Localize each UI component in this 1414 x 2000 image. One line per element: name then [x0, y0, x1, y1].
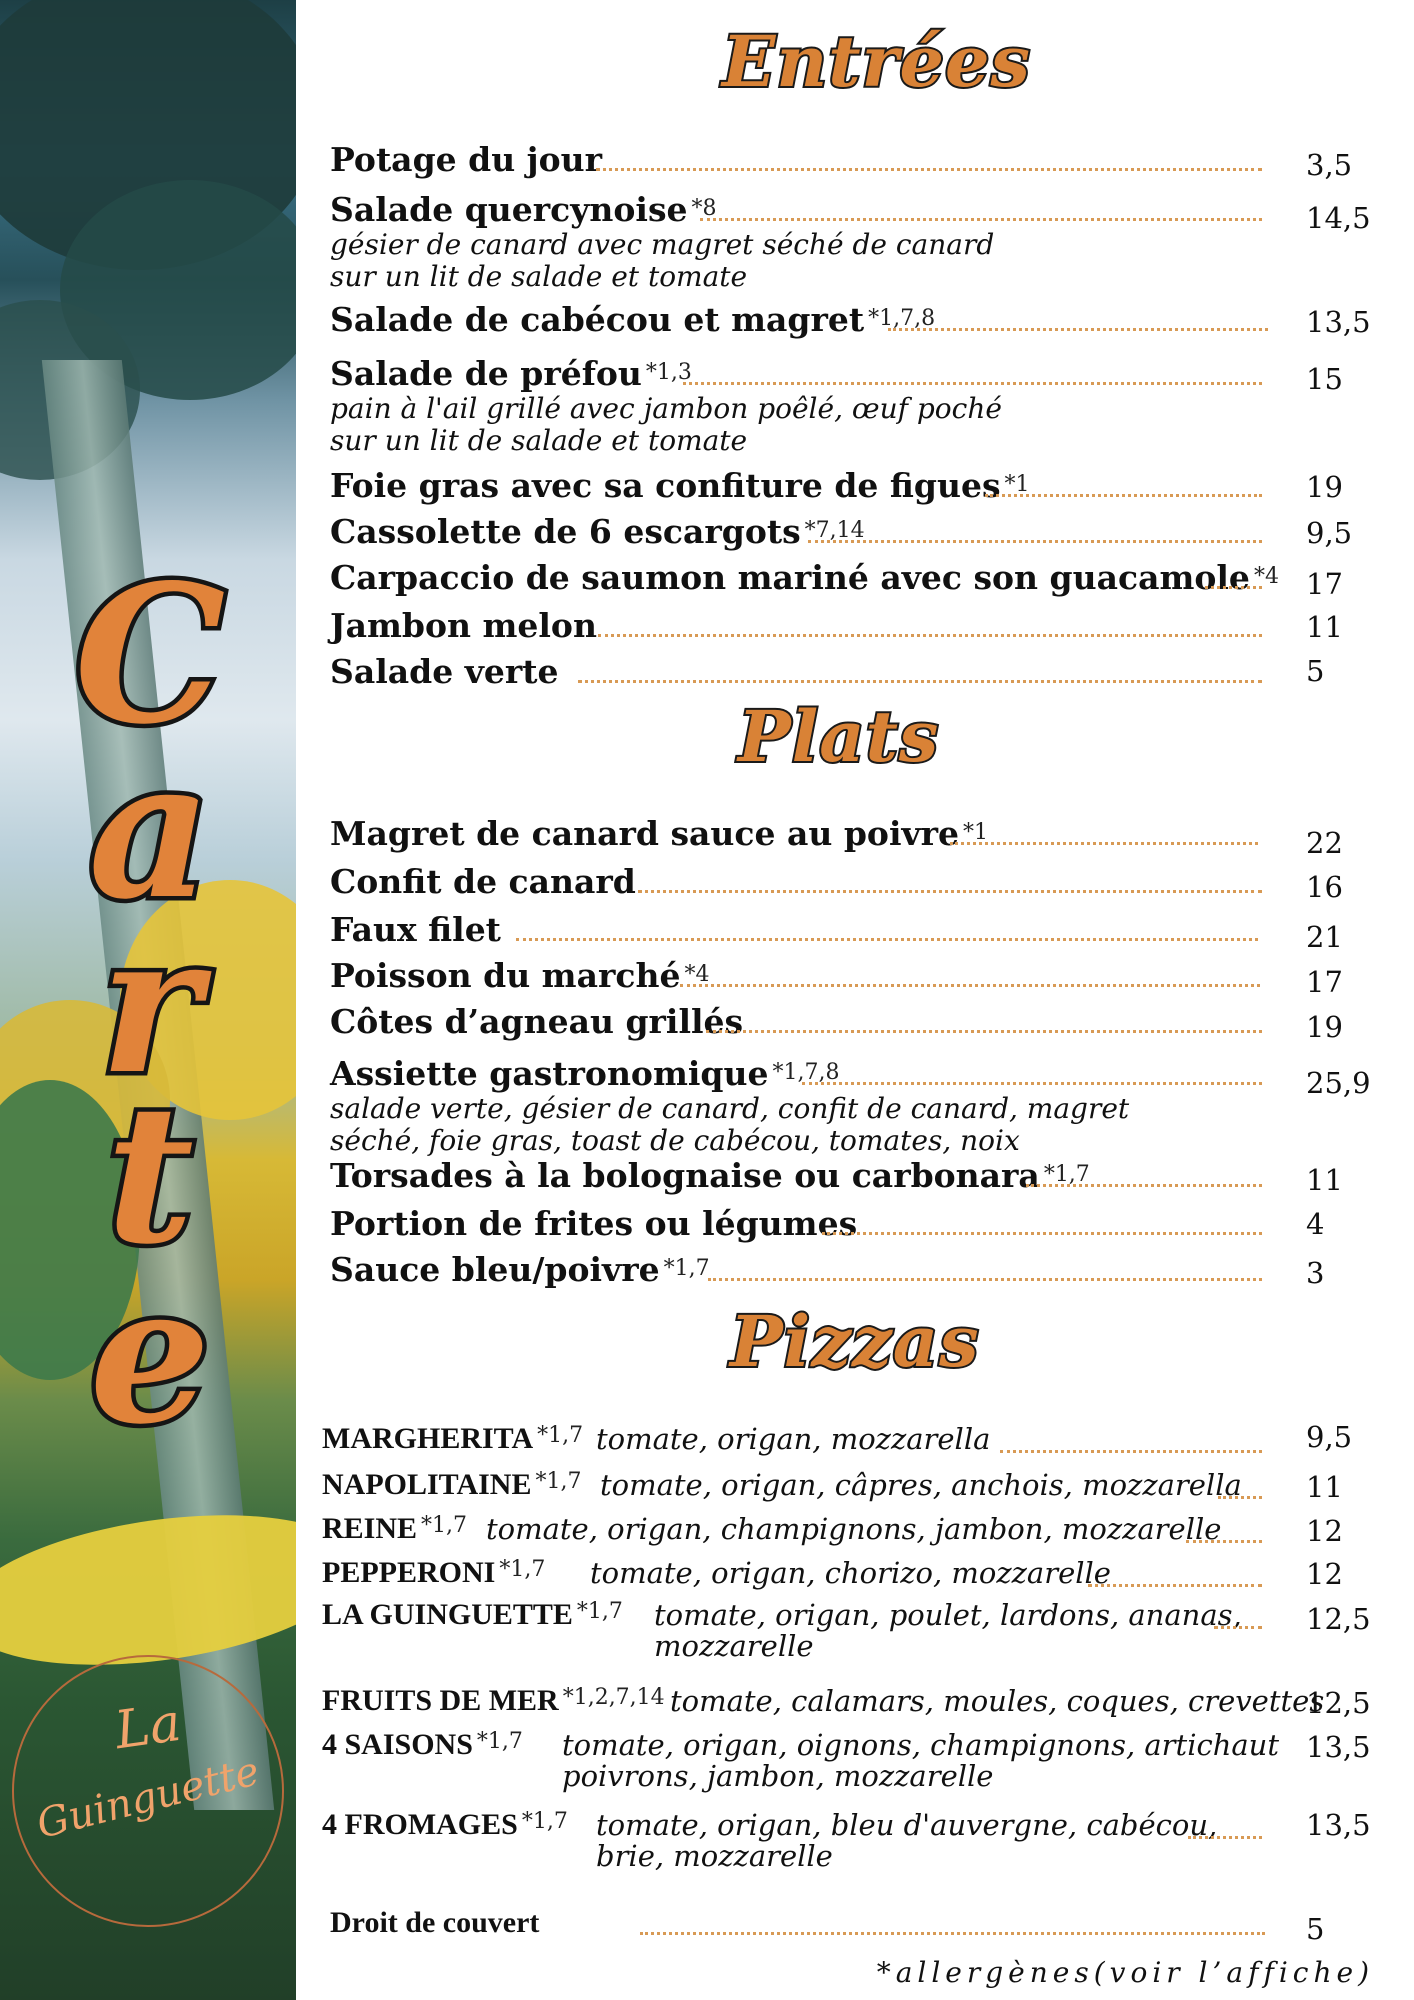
heading-entrees: Entrées	[722, 20, 1031, 103]
dot-leader	[1000, 1450, 1262, 1453]
menu-item-row	[330, 1250, 1370, 1289]
item-price: 16	[1306, 870, 1343, 904]
menu-item-row	[330, 1054, 1370, 1157]
allergen-mark: *1,7,8	[868, 305, 936, 331]
item-name: Salade verte	[330, 652, 559, 691]
allergen-mark: *8	[691, 195, 717, 221]
allergen-mark: *1	[1004, 471, 1030, 497]
item-name: Jambon melon	[330, 606, 597, 645]
item-name: LA GUINGUETTE	[322, 1598, 573, 1631]
description-line: salade verte, gésier de canard, confit de canard, magret	[330, 1092, 1130, 1125]
item-name: Confit de canard	[330, 862, 636, 901]
item-name: Salade de préfou	[330, 354, 642, 393]
item-name: Potage du jour	[330, 140, 603, 179]
description-line: poivrons, jambon, mozzarelle	[562, 1759, 994, 1793]
dot-leader	[1026, 1184, 1262, 1187]
description-line: sur un lit de salade et tomate	[330, 424, 748, 457]
item-price: 19	[1306, 470, 1343, 504]
menu-item-row	[330, 606, 1370, 645]
item-name: 4 FROMAGES	[322, 1808, 518, 1841]
description-line: tomate, origan, poulet, lardons, ananas,	[654, 1598, 1242, 1632]
item-name: Torsades à la bolognaise ou carbonara	[330, 1156, 1040, 1195]
item-price: 12,5	[1306, 1602, 1371, 1636]
carte-letter-a: a	[88, 718, 212, 941]
item-name: Poisson du marché	[330, 956, 681, 995]
item-name: Salade de cabécou et magret	[330, 300, 865, 339]
dot-leader	[700, 218, 1262, 221]
allergen-note: *allergènes(voir l’affiche)	[876, 1956, 1374, 1989]
dot-leader	[822, 1232, 1262, 1235]
menu-item-row	[330, 956, 1370, 995]
dot-leader	[1188, 1836, 1262, 1839]
allergen-mark: *1,3	[645, 359, 692, 385]
item-description	[590, 1558, 1111, 1589]
item-price: 12,5	[1306, 1686, 1371, 1720]
carte-letter-e: e	[89, 1243, 211, 1466]
description-line: tomate, calamars, moules, coques, crevettes	[670, 1684, 1325, 1718]
item-price: 14,5	[1306, 201, 1371, 235]
allergen-mark: *1,7	[1043, 1161, 1090, 1187]
allergen-mark: *1,2,7,14	[562, 1684, 665, 1710]
menu-item-row	[330, 558, 1370, 597]
allergen-mark: *1,7	[421, 1512, 468, 1538]
item-name: Côtes d’agneau grillés	[330, 1002, 744, 1041]
item-price: 13,5	[1306, 1730, 1371, 1764]
item-price: 12	[1306, 1514, 1343, 1548]
description-line: tomate, origan, mozzarella	[596, 1422, 991, 1456]
item-price: 17	[1306, 965, 1343, 999]
allergen-mark: *4	[684, 961, 710, 987]
dot-leader	[638, 890, 1262, 893]
couvert-name: Droit de couvert	[330, 1906, 540, 1939]
couvert-price: 5	[1306, 1912, 1325, 1946]
allergen-mark: *1,7	[576, 1598, 623, 1624]
item-description	[486, 1514, 1221, 1545]
dot-leader	[950, 842, 1258, 845]
menu-item-row	[330, 910, 1370, 949]
item-name: PEPPERONI	[322, 1556, 496, 1589]
item-price: 12	[1306, 1557, 1343, 1591]
carte-letter-c: C	[74, 543, 226, 766]
pizza-row	[322, 1728, 1362, 1793]
dot-leader	[706, 1030, 1262, 1033]
item-price: 13,5	[1306, 1808, 1371, 1842]
allergen-mark: *4	[1253, 563, 1279, 589]
item-price: 19	[1306, 1010, 1343, 1044]
item-description	[654, 1600, 1242, 1662]
item-price: 3,5	[1306, 148, 1353, 182]
item-name: MARGHERITA	[322, 1422, 534, 1455]
item-price: 15	[1306, 362, 1343, 396]
item-name: Cassolette de 6 escargots	[330, 512, 801, 551]
description-line: séché, foie gras, toast de cabécou, tomates, noix	[330, 1124, 1020, 1157]
item-price: 9,5	[1306, 516, 1353, 550]
carte-letter-r: r	[99, 893, 201, 1116]
item-price: 13,5	[1306, 305, 1371, 339]
menu-item-row	[330, 466, 1370, 505]
description-line: tomate, origan, câpres, anchois, mozzarella	[600, 1468, 1242, 1502]
allergen-mark: *1,7	[663, 1255, 710, 1281]
heading-plats: Plats	[738, 695, 940, 778]
item-name: Sauce bleu/poivre	[330, 1250, 660, 1289]
dot-leader	[1088, 1584, 1262, 1587]
menu-item-row	[330, 354, 1370, 457]
allergen-mark: *1,7	[521, 1808, 568, 1834]
heading-pizzas: Pizzas	[730, 1300, 980, 1383]
allergen-mark: *1,7,8	[772, 1059, 840, 1085]
dot-leader	[516, 938, 1258, 941]
item-name: REINE	[322, 1512, 418, 1545]
pizza-row	[322, 1684, 1362, 1718]
dot-leader	[1218, 1496, 1262, 1499]
item-description	[330, 393, 1370, 457]
la-guinguette-logo	[12, 1655, 284, 1927]
allergen-mark: *1,7	[499, 1556, 546, 1582]
dot-leader	[708, 1278, 1262, 1281]
item-name: 4 SAISONS	[322, 1728, 473, 1761]
item-name: Carpaccio de saumon mariné avec son guacamole	[330, 558, 1250, 597]
item-price: 3	[1306, 1256, 1325, 1290]
item-description	[596, 1424, 990, 1455]
item-name: Portion de frites ou légumes	[330, 1204, 858, 1243]
item-price: 4	[1306, 1207, 1325, 1241]
item-name: FRUITS DE MER	[322, 1684, 559, 1717]
item-name: Assiette gastronomique	[330, 1054, 769, 1093]
item-price: 9,5	[1306, 1420, 1353, 1454]
item-price: 25,9	[1306, 1066, 1371, 1100]
item-name: Foie gras avec sa confiture de figues	[330, 466, 1001, 505]
item-name: Salade quercynoise	[330, 190, 688, 229]
item-price: 5	[1306, 654, 1325, 688]
logo-line-2: Guinguette	[32, 1748, 264, 1848]
dot-leader	[596, 168, 1262, 171]
item-price: 11	[1306, 1470, 1343, 1504]
menu-item-row	[330, 814, 1370, 853]
description-line: tomate, origan, champignons, jambon, mozzarelle	[486, 1512, 1222, 1546]
item-description	[562, 1730, 1279, 1792]
dot-leader	[578, 680, 1262, 683]
dot-leader	[680, 984, 1260, 987]
allergen-mark: *1,7	[535, 1468, 582, 1494]
allergen-mark: *1	[963, 819, 989, 845]
menu-item-row	[330, 1204, 1370, 1243]
item-price: 17	[1306, 567, 1343, 601]
description-line: brie, mozzarelle	[596, 1839, 833, 1873]
menu-item-row	[330, 300, 1370, 339]
dot-leader	[1186, 1540, 1262, 1543]
item-description	[670, 1686, 1324, 1717]
description-line: mozzarelle	[654, 1629, 814, 1663]
menu-item-row	[330, 190, 1370, 293]
dot-leader	[888, 328, 1268, 331]
logo-line-1: La	[111, 1692, 185, 1762]
dot-leader	[683, 382, 1262, 385]
menu-item-row	[330, 512, 1370, 551]
description-line: tomate, origan, chorizo, mozzarelle	[590, 1556, 1111, 1590]
menu-item-row	[330, 862, 1370, 901]
pizza-row	[322, 1468, 1362, 1502]
description-line: sur un lit de salade et tomate	[330, 260, 748, 293]
dot-leader	[1214, 1626, 1262, 1629]
menu-item-row	[330, 1156, 1370, 1195]
description-line: pain à l'ail grillé avec jambon poêlé, œuf poché	[330, 392, 1002, 425]
item-price: 21	[1306, 920, 1343, 954]
item-description	[330, 1093, 1370, 1157]
menu-item-row	[330, 1002, 1370, 1041]
item-name: Magret de canard sauce au poivre	[330, 814, 960, 853]
description-line: tomate, origan, bleu d'auvergne, cabécou,	[596, 1808, 1218, 1842]
dot-leader	[1205, 586, 1262, 589]
item-name: Faux filet	[330, 910, 501, 949]
allergen-mark: *1,7	[476, 1728, 523, 1754]
description-line: tomate, origan, oignons, champignons, artichaut	[562, 1728, 1280, 1762]
couvert-leader	[640, 1932, 1265, 1935]
allergen-mark: *7,14	[804, 517, 865, 543]
item-price: 11	[1306, 1163, 1343, 1197]
item-name: NAPOLITAINE	[322, 1468, 532, 1501]
item-description	[600, 1470, 1242, 1501]
menu-item-row	[330, 652, 1370, 691]
item-price: 22	[1306, 826, 1343, 860]
allergen-mark: *1,7	[537, 1422, 584, 1448]
dot-leader	[985, 494, 1262, 497]
carte-letter-t: t	[106, 1063, 194, 1286]
pizza-row	[322, 1598, 1362, 1663]
item-description	[330, 229, 1370, 293]
dot-leader	[802, 1082, 1262, 1085]
description-line: gésier de canard avec magret séché de canard	[330, 228, 995, 261]
side-illustration	[0, 0, 296, 2000]
menu-item-row	[330, 140, 1370, 179]
dot-leader	[598, 634, 1262, 637]
item-description	[596, 1810, 1217, 1872]
dot-leader	[808, 540, 1262, 543]
item-price: 11	[1306, 610, 1343, 644]
